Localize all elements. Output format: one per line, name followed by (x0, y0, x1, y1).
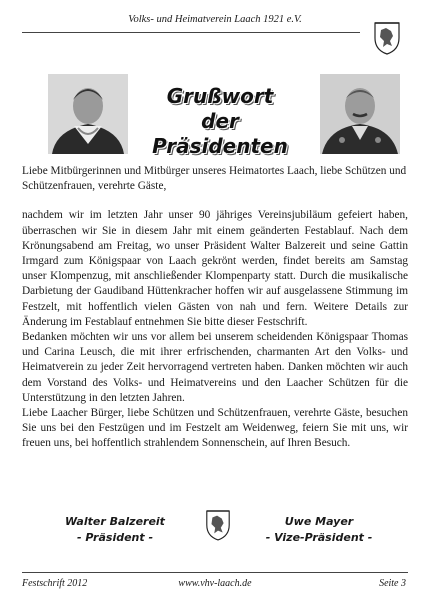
paragraph-2: Bedanken möchten wir uns vor allem bei unserem scheidenden Königspaar Thomas und Carina Leusch, die mit ihrer erfrischenden, charmanten Art den Volks- und Heimatverein zu jeder Zeit hervorragend vertreten haben. Danken möchten wir auch dem Vorstand des Volks- und Heimatvereins und den Laacher Schützen für die Unterstützung in den letzten Jahren. (22, 331, 408, 404)
footer-rule (22, 572, 408, 573)
coat-of-arms-icon (372, 20, 402, 56)
footer-page-number: Seite 3 (379, 578, 406, 589)
paragraph-3: Liebe Laacher Bürger, liebe Schützen und Schützenfrauen, verehrte Gäste, besuchen Sie uns bei den Festzügen und im Festzelt am Weidenweg, feiern Sie mit uns, wir freuen uns, bei hoffentlich strahlendem Sonnenschein, auf Ihren Besuch. (22, 407, 408, 450)
signature-left (50, 514, 180, 546)
footer-publication: Festschrift 2012 (22, 578, 88, 589)
signature-right-name: Uwe Mayer (284, 515, 354, 528)
coat-of-arms-icon (204, 508, 232, 542)
greeting-title-line2: der Präsidenten (152, 109, 288, 158)
signature-left-role: - Präsident - (76, 531, 154, 544)
footer-website: www.vhv-laach.de (178, 578, 252, 589)
paragraph-1: nachdem wir im letzten Jahr unser 90 jähriges Vereinsjubiläum gefeiert haben, überraschen wir Sie in diesem Jahr mit einem geänderten Festablauf. Nach dem Krönungsabend am Freitag, wo unser Präsident Walter Balzereit und seine Gattin Irmgard zum Königspaar von Laach gekrönt werden, findet bereits am Samstag unser Klompenzug, mit anschließender Klompenparty statt. Durch die musikalische Darbietung der Gaudiband Hüttenkracher hoffen wir auf ausgelassene Stimmung im Festzelt, mit hoffentlich vielen Gästen von nah und fern. Weitere Details zur Änderung im Festablauf entnehmen Sie bitte dieser Festschrift. (22, 209, 408, 328)
greeting-title-line1: Grußwort (166, 84, 274, 108)
signature-right-role: - Vize-Präsident - (265, 531, 373, 544)
portrait-photo-right (320, 74, 400, 154)
letter-body (22, 164, 408, 452)
header-title: Volks- und Heimatverein Laach 1921 e.V. (128, 14, 302, 25)
greeting-title (130, 84, 310, 159)
header-rule (22, 32, 360, 33)
signature-right (254, 514, 384, 546)
signature-left-name: Walter Balzereit (65, 515, 165, 528)
portrait-photo-left (48, 74, 128, 154)
salutation: Liebe Mitbürgerinnen und Mitbürger unseres Heimatortes Laach, liebe Schützen und Schützenfrauen, verehrte Gäste, (22, 165, 407, 193)
